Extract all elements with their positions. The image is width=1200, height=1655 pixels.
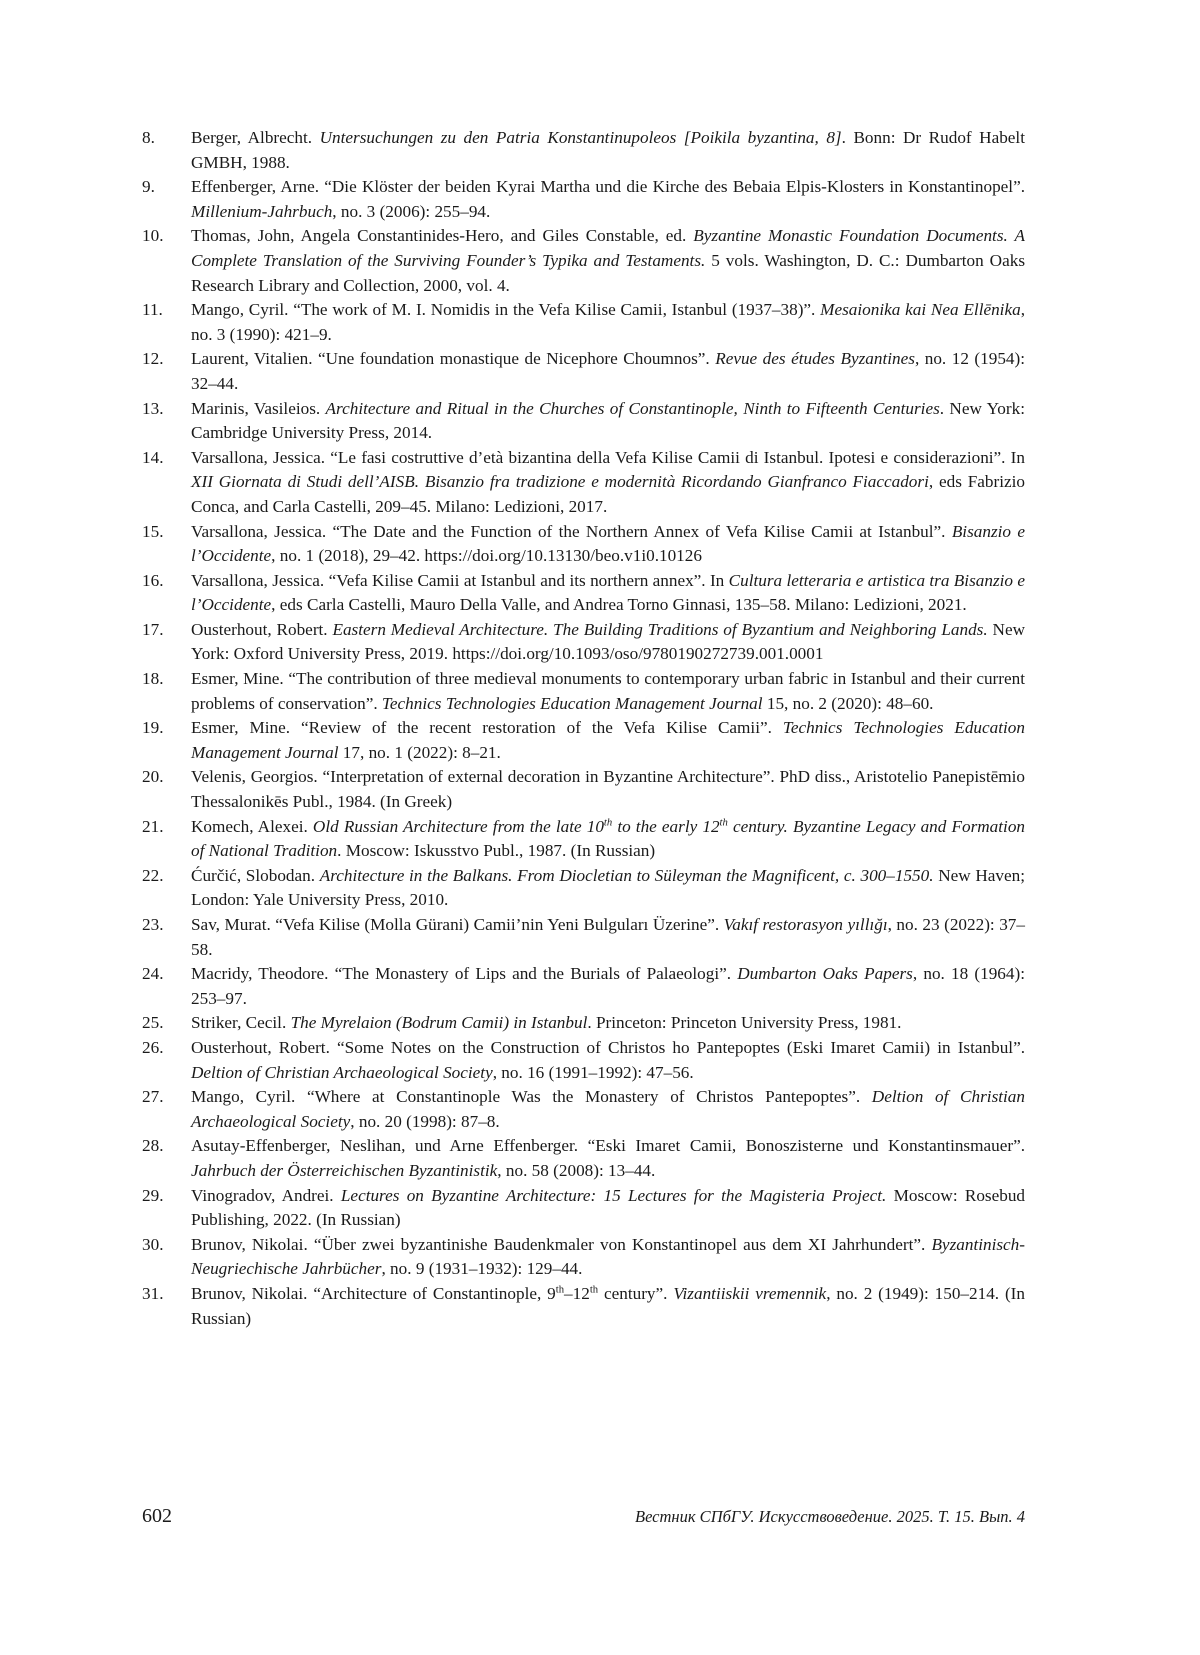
reference-text bbox=[191, 126, 1025, 175]
reference-number: 12. bbox=[142, 349, 164, 369]
reference-text bbox=[191, 1282, 1025, 1331]
reference-item bbox=[142, 224, 1025, 298]
reference-italic-title: Technics Technologies Education Management Journal bbox=[191, 718, 1025, 762]
reference-segment: Berger, Albrecht. bbox=[191, 128, 320, 147]
reference-segment: Marinis, Vasileios. bbox=[191, 398, 326, 418]
reference-italic-title: Revue des études Byzantines bbox=[715, 349, 915, 369]
reference-number: 20. bbox=[142, 767, 164, 787]
reference-italic-title: Deltion of Christian Archaeological Society bbox=[191, 1062, 493, 1082]
reference-segment: , eds Fabrizio Conca, and Carla Castelli, 209–45. Milano: Ledizioni, 2017. bbox=[191, 472, 1025, 516]
reference-italic-title: Bisanzio e l’Occidente bbox=[191, 521, 1025, 566]
reference-number: 14. bbox=[142, 447, 164, 467]
reference-segment: Ćurčić, Slobodan. bbox=[191, 865, 320, 885]
reference-text bbox=[191, 815, 1025, 864]
reference-text bbox=[191, 1184, 1025, 1233]
reference-number: 27. bbox=[142, 1087, 164, 1107]
reference-segment: Mango, Cyril. “Where at Constantinople Was the Monastery of Christos Pantepoptes”. bbox=[191, 1087, 872, 1107]
reference-text bbox=[191, 520, 1025, 569]
reference-number: 18. bbox=[142, 669, 164, 689]
reference-segment: , no. 58 (2008): 13–44. bbox=[497, 1160, 656, 1180]
reference-segment: Velenis, Georgios. “Interpretation of external decoration in Byzantine Architecture”. PhD diss., Aristotelio Panepistēmio Thessalonikēs Publ., 1984. (In Greek) bbox=[191, 767, 1025, 812]
reference-number: 25. bbox=[142, 1013, 164, 1033]
reference-segment: Esmer, Mine. “Review of the recent restoration of the Vefa Kilise Camii”. bbox=[191, 718, 783, 738]
reference-number: 30. bbox=[142, 1234, 164, 1254]
reference-segment: Moscow: Rosebud Publishing, 2022. (In Russian) bbox=[191, 1185, 1026, 1230]
reference-item bbox=[142, 765, 1025, 814]
reference-italic-title: Dumbarton Oaks Papers bbox=[737, 964, 913, 984]
reference-segment: . New York: Cambridge University Press, 2014. bbox=[191, 398, 1025, 443]
reference-segment: 5 vols. Washington, D. C.: Dumbarton Oaks Research Library and Collection, 2000, vol. 4. bbox=[191, 250, 1026, 295]
reference-text bbox=[191, 667, 1025, 716]
reference-italic-title: Lectures on Byzantine Architecture: 15 Lectures for the Magisteria Project. bbox=[340, 1185, 887, 1205]
reference-number: 8. bbox=[142, 128, 155, 147]
reference-segment: Vinogradov, Andrei. bbox=[191, 1185, 341, 1205]
reference-segment: , eds Carla Castelli, Mauro Della Valle, and Andrea Torno Ginnasi, 135–58. Milano: Ledizioni, 2021. bbox=[271, 595, 967, 615]
reference-text bbox=[191, 765, 1025, 814]
reference-segment: Varsallona, Jessica. “The Date and the Function of the Northern Annex of Vefa Kilise Camii at Istanbul”. bbox=[191, 521, 952, 541]
reference-italic-title: Technics Technologies Education Management Journal bbox=[381, 693, 763, 713]
reference-item bbox=[142, 1233, 1025, 1282]
reference-segment: Ousterhout, Robert. bbox=[191, 619, 333, 639]
reference-text bbox=[191, 298, 1025, 347]
superscript: th bbox=[555, 1284, 565, 1296]
reference-italic-title: The Myrelaion (Bodrum Camii) in Istanbul bbox=[290, 1013, 588, 1033]
reference-text bbox=[191, 1134, 1025, 1183]
reference-italic-title: Vizantiiskii vremennik bbox=[673, 1283, 827, 1303]
reference-segment: Brunov, Nikolai. “Architecture of Constantinople, 9 bbox=[191, 1283, 556, 1303]
reference-italic-title: Jahrbuch der Österreichischen Byzantinistik bbox=[191, 1160, 498, 1180]
reference-segment: Striker, Cecil. bbox=[191, 1013, 291, 1033]
reference-number: 22. bbox=[142, 865, 164, 885]
reference-segment: 17, no. 1 (2022): 8–21. bbox=[338, 742, 501, 762]
reference-italic-title: Byzantinisch-Neugriechische Jahrbücher bbox=[191, 1234, 1025, 1279]
reference-segment: Asutay-Effenberger, Neslihan, und Arne Effenberger. “Eski Imaret Camii, Bonoszisterne und Konstantinsmauer”. bbox=[191, 1136, 1025, 1156]
reference-number: 31. bbox=[142, 1283, 164, 1303]
reference-segment: , no. 12 (1954): 32–44. bbox=[191, 349, 1025, 393]
reference-segment: 15, no. 2 (2020): 48–60. bbox=[762, 693, 934, 713]
reference-item bbox=[142, 1085, 1025, 1134]
reference-italic-title: Cultura letteraria e artistica tra Bisanzio e l’Occidente bbox=[191, 570, 1025, 615]
superscript: th bbox=[603, 816, 613, 828]
reference-item bbox=[142, 520, 1025, 569]
reference-segment: –12 bbox=[564, 1283, 590, 1303]
reference-segment: , no. 1 (2018), 29–42. https://doi.org/10.13130/beo.v1i0.10126 bbox=[271, 546, 702, 566]
reference-item bbox=[142, 716, 1025, 765]
reference-number: 26. bbox=[142, 1037, 164, 1057]
reference-item bbox=[142, 1134, 1025, 1183]
reference-item bbox=[142, 1184, 1025, 1233]
reference-italic-title: Eastern Medieval Architecture. The Building Traditions of Byzantium and Neighboring Lands. bbox=[332, 619, 988, 639]
reference-number: 24. bbox=[142, 964, 164, 984]
reference-segment: , no. 9 (1931–1932): 129–44. bbox=[381, 1259, 583, 1279]
reference-list bbox=[142, 126, 1025, 1331]
reference-segment: Macridy, Theodore. “The Monastery of Lips and the Burials of Palaeologi”. bbox=[191, 964, 738, 984]
reference-text bbox=[191, 446, 1025, 520]
reference-segment: , no. 3 (1990): 421–9. bbox=[191, 300, 1025, 344]
reference-italic-title: Vakıf restorasyon yıllığı bbox=[723, 915, 888, 934]
reference-item bbox=[142, 1282, 1025, 1331]
reference-item bbox=[142, 1036, 1025, 1085]
reference-number: 13. bbox=[142, 398, 164, 418]
reference-item bbox=[142, 962, 1025, 1011]
reference-text bbox=[191, 1233, 1025, 1282]
reference-item bbox=[142, 618, 1025, 667]
reference-text bbox=[191, 962, 1025, 1011]
reference-italic-title: Old Russian Architecture from the late 10 bbox=[312, 816, 604, 836]
reference-text bbox=[191, 1011, 1025, 1036]
reference-italic-title: Architecture in the Balkans. From Diocletian to Süleyman the Magnificent, c. 300–1550. bbox=[319, 865, 934, 885]
reference-segment: Brunov, Nikolai. “Über zwei byzantinishe Baudenkmaler von Konstantinopel aus dem XI Jahrhundert”. bbox=[191, 1234, 932, 1254]
reference-segment: Varsallona, Jessica. “Vefa Kilise Camii at Istanbul and its northern annex”. In bbox=[191, 570, 729, 590]
reference-number: 28. bbox=[142, 1136, 164, 1156]
reference-item bbox=[142, 1011, 1025, 1036]
reference-item bbox=[142, 913, 1025, 962]
reference-text bbox=[191, 913, 1025, 962]
reference-item bbox=[142, 397, 1025, 446]
reference-text bbox=[191, 716, 1025, 765]
reference-item bbox=[142, 175, 1025, 224]
reference-italic-title: XII Giornata di Studi dell’AISB. Bisanzio fra tradizione e modernità Ricordando Gianfranco Fiaccadori bbox=[191, 472, 929, 492]
reference-text bbox=[191, 864, 1025, 913]
reference-italic-title: Mesaionika kai Nea Ellēnika bbox=[820, 300, 1021, 320]
reference-segment: Thomas, John, Angela Constantinides-Hero, and Giles Constable, ed. bbox=[191, 226, 694, 246]
reference-number: 21. bbox=[142, 816, 164, 836]
reference-segment: . Bonn: Dr Rudof Habelt GMBH, 1988. bbox=[191, 128, 1025, 172]
reference-segment: , no. 18 (1964): 253–97. bbox=[191, 964, 1025, 1008]
reference-segment: . Princeton: Princeton University Press, 1981. bbox=[587, 1013, 902, 1033]
reference-segment: . Moscow: Iskusstvo Publ., 1987. (In Russian) bbox=[337, 841, 656, 861]
reference-segment: , no. 16 (1991–1992): 47–56. bbox=[492, 1062, 694, 1082]
reference-segment: Effenberger, Arne. “Die Klöster der beiden Kyrai Martha und die Kirche des Bebaia Elpis-Klosters in Konstantinopel”. bbox=[191, 177, 1025, 197]
reference-segment: New Haven; London: Yale University Press, 2010. bbox=[191, 865, 1026, 910]
reference-segment: Komech, Alexei. bbox=[191, 816, 313, 836]
reference-italic-title: Byzantine Monastic Foundation Documents. A Complete Translation of the Surviving Founder’s Typika and Testaments. bbox=[191, 226, 1025, 270]
reference-item bbox=[142, 446, 1025, 520]
reference-segment: century”. bbox=[598, 1283, 674, 1303]
reference-number: 19. bbox=[142, 718, 164, 738]
reference-item bbox=[142, 569, 1025, 618]
reference-italic-title: Millenium-Jahrbuch bbox=[191, 201, 333, 221]
reference-item bbox=[142, 298, 1025, 347]
reference-item bbox=[142, 347, 1025, 396]
reference-italic-title: century. Byzantine Legacy and Formation of National Tradition bbox=[191, 816, 1026, 861]
reference-number: 17. bbox=[142, 619, 164, 639]
reference-number: 29. bbox=[142, 1185, 164, 1205]
reference-item bbox=[142, 864, 1025, 913]
page-number: 602 bbox=[142, 1505, 172, 1527]
reference-text bbox=[191, 1085, 1025, 1134]
reference-text bbox=[191, 175, 1025, 224]
reference-segment: Mango, Cyril. “The work of M. I. Nomidis in the Vefa Kilise Camii, Istanbul (1937–38)”. bbox=[191, 300, 821, 320]
reference-segment: Esmer, Mine. “The contribution of three medieval monuments to contemporary urban fabric in Istanbul and their current problems of conservation”. bbox=[191, 669, 1025, 713]
reference-italic-title: to the early 12 bbox=[612, 816, 720, 836]
reference-italic-title: Architecture and Ritual in the Churches of Constantinople, Ninth to Fifteenth Centuries bbox=[325, 398, 940, 418]
reference-segment: , no. 20 (1998): 87–8. bbox=[350, 1111, 500, 1131]
reference-segment: Laurent, Vitalien. “Une foundation monastique de Nicephore Choumnos”. bbox=[191, 349, 716, 369]
reference-item bbox=[142, 126, 1025, 175]
reference-text bbox=[191, 1036, 1025, 1085]
reference-text bbox=[191, 347, 1025, 396]
superscript: th bbox=[589, 1284, 599, 1296]
reference-number: 23. bbox=[142, 915, 164, 934]
superscript: th bbox=[719, 816, 728, 828]
reference-number: 9. bbox=[142, 177, 155, 197]
reference-number: 11. bbox=[142, 300, 163, 320]
reference-segment: Varsallona, Jessica. “Le fasi costruttive d’età bizantina della Vefa Kilise Camii di Istanbul. Ipotesi e considerazioni”. In bbox=[191, 447, 1025, 467]
reference-text bbox=[191, 569, 1025, 618]
running-footer-journal-title: Вестник СПбГУ. Искусствоведение. 2025. Т. 15. Вып. 4 bbox=[634, 1507, 1025, 1526]
reference-item bbox=[142, 667, 1025, 716]
reference-segment: , no. 3 (2006): 255–94. bbox=[332, 201, 491, 221]
reference-segment: , no. 2 (1949): 150–214. (In Russian) bbox=[191, 1283, 1025, 1328]
reference-segment: New York: Oxford University Press, 2019. https://doi.org/10.1093/oso/9780190272739.001.0001 bbox=[191, 619, 1025, 664]
reference-text bbox=[191, 618, 1025, 667]
reference-number: 10. bbox=[142, 226, 164, 246]
reference-text bbox=[191, 224, 1025, 298]
reference-item bbox=[142, 815, 1025, 864]
reference-text bbox=[191, 397, 1025, 446]
reference-italic-title: Untersuchungen zu den Patria Konstantinupoleos [Poikila byzantina, 8] bbox=[319, 128, 842, 147]
reference-number: 15. bbox=[142, 521, 164, 541]
reference-italic-title: Deltion of Christian Archaeological Society bbox=[191, 1087, 1025, 1131]
reference-segment: Ousterhout, Robert. “Some Notes on the Construction of Christos ho Pantepoptes (Eski Imaret Camii) in Istanbul”. bbox=[191, 1037, 1025, 1057]
reference-number: 16. bbox=[142, 570, 164, 590]
reference-segment: , no. 23 (2022): 37–58. bbox=[191, 915, 1025, 959]
reference-segment: Sav, Murat. “Vefa Kilise (Molla Gürani) Camii’nin Yeni Bulguları Üzerine”. bbox=[191, 915, 724, 934]
